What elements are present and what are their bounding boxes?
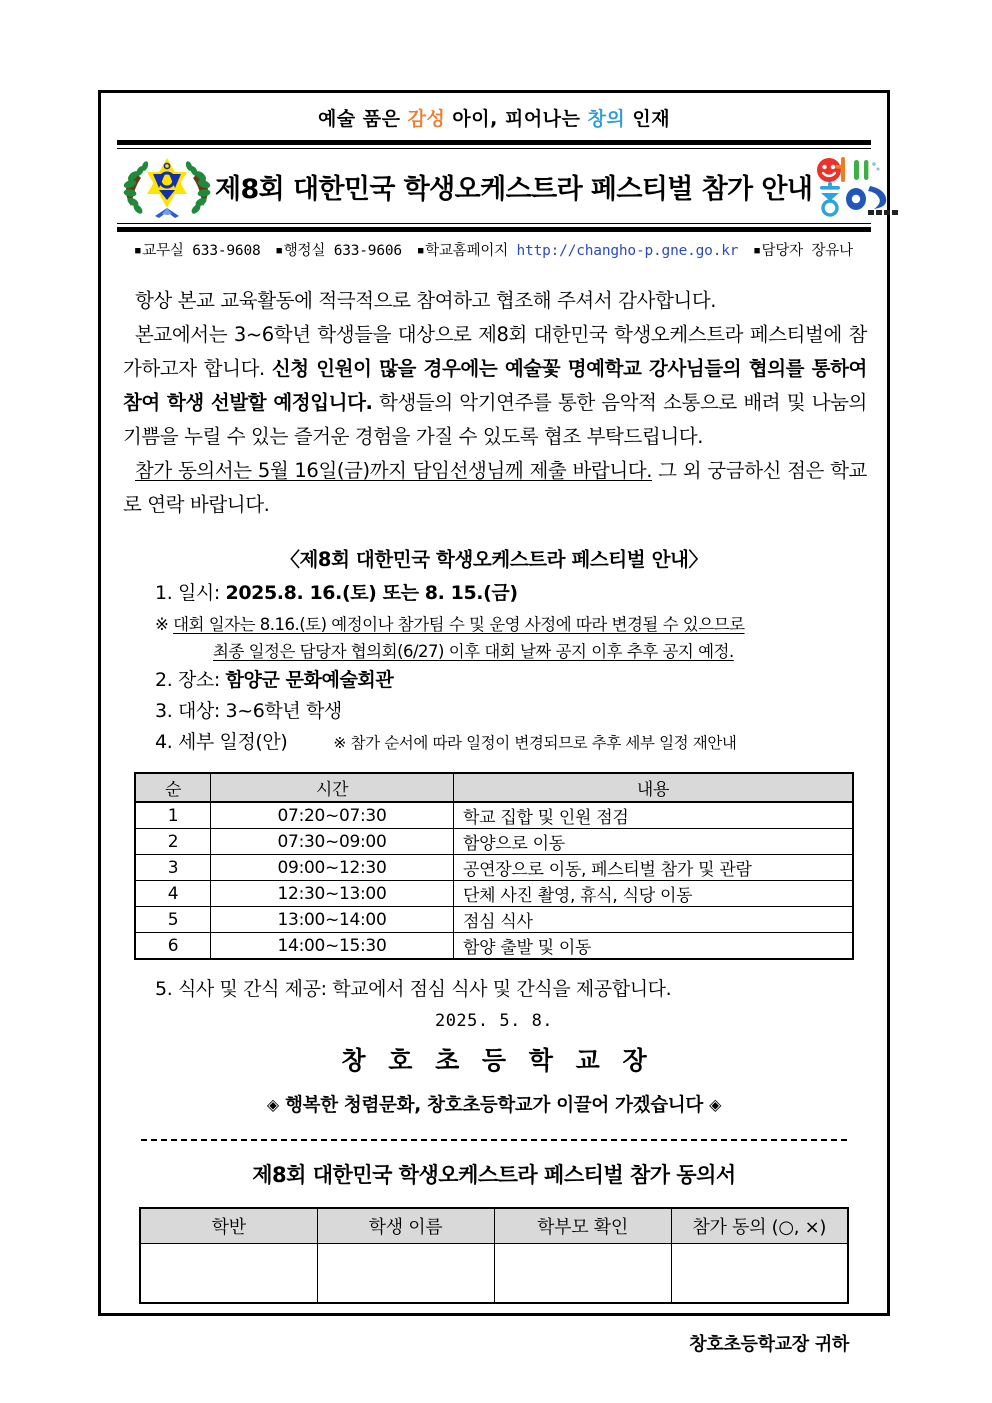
bullet-icon: ■	[754, 246, 760, 256]
body-p2-bold: 신청 인원이 많을 경우에는 예술꽃 명예학교 강사님들의 협의를 통하여 참여 학생 선발할 예정입니다.	[123, 357, 867, 414]
consent-column-parent: 학부모 확인	[494, 1208, 671, 1244]
cell-time: 07:30~09:00	[211, 829, 454, 855]
aichoa-logo-icon	[812, 153, 908, 219]
info-item-target	[155, 696, 871, 727]
admin-phone: 633-9606	[333, 243, 402, 259]
consent-field-parent[interactable]	[494, 1244, 671, 1304]
note-line-2: 최종 일정은 담당자 협의회(6/27) 이후 대회 날짜 공지 이후 추후 공지 예정.	[213, 642, 734, 661]
slogan-part2: 아이, 피어나는	[445, 108, 588, 130]
info-item-date	[155, 578, 871, 609]
page-title: 제8회 대한민국 학생오케스트라 페스티벌 참가 안내	[215, 173, 813, 205]
column-header-content: 내용	[454, 773, 854, 802]
body-paragraph-3	[123, 454, 867, 522]
slogan-emphasis-gamseong: 감성	[407, 108, 446, 130]
consent-form-table	[139, 1207, 849, 1304]
header-rule-bottom	[117, 223, 871, 232]
bullet-icon: ■	[135, 246, 141, 256]
cut-line-divider	[141, 1139, 847, 1141]
table-row	[135, 907, 853, 933]
consent-addressee: 창호초등학교장 귀하	[689, 1334, 849, 1355]
cell-order: 2	[135, 829, 211, 855]
note-line-1: 대회 일자는 8.16.(토) 예정이나 참가팀 수 및 운영 사정에 따라 변경될 수 있으므로	[173, 615, 745, 634]
cell-time: 09:00~12:30	[211, 855, 454, 881]
table-header-row	[135, 773, 853, 802]
info-item-target-label: 3. 대상:	[155, 700, 220, 722]
info-item-place-value: 함양군 문화예술회관	[225, 669, 394, 691]
festival-date-note	[155, 611, 871, 665]
principal-signature: 창 호 초 등 학 교 장	[341, 1046, 654, 1075]
school-slogan	[117, 93, 871, 140]
cell-content: 점심 식사	[454, 907, 854, 933]
body-paragraph-2	[123, 318, 867, 454]
info-item-target-value: 3~6학년 학생	[225, 700, 342, 722]
body-p2-part-a: 본교에서는 3~6학년 학생들을 대상으로 제8회 대한민국 학생오케스트라 페스티벌에 참가하고자 합니다.	[123, 323, 867, 380]
cell-order: 4	[135, 881, 211, 907]
integrity-motto-text: 행복한 청렴문화, 창호초등학교가 이끌어 가겠습니다	[285, 1095, 703, 1116]
notice-page	[98, 90, 890, 1355]
cell-order: 6	[135, 933, 211, 960]
cell-content: 단체 사진 촬영, 휴식, 식당 이동	[454, 881, 854, 907]
homepage-link[interactable]: http://changho-p.gne.go.kr	[516, 243, 739, 259]
info-item-detail-label: 4. 세부 일정(안)	[155, 731, 288, 753]
issue-date: 2025. 5. 8.	[434, 1011, 554, 1031]
homepage-label: 학교홈페이지	[425, 243, 508, 259]
info-item-detail-note: ※ 참가 순서에 따라 일정이 변경되므로 추후 세부 일정 재안내	[333, 734, 737, 752]
consent-field-agree[interactable]	[671, 1244, 848, 1304]
slogan-part1: 예술 품은	[317, 108, 408, 130]
cell-content: 함양으로 이동	[454, 829, 854, 855]
bullet-icon: ■	[417, 246, 424, 256]
body-p2-part-b: 학생들의 악기연주를 통한 음악적 소통으로 배려 및 나눔의 기쁨을 누릴 수 있는 즐거운 경험을 가질 수 있도록 협조 부탁드립니다.	[123, 391, 867, 448]
consent-column-student: 학생 이름	[317, 1208, 494, 1244]
cell-content: 공연장으로 이동, 페스티벌 참가 및 관람	[454, 855, 854, 881]
info-item-place	[155, 665, 871, 696]
consent-header-row	[140, 1208, 848, 1244]
consent-input-row	[140, 1244, 848, 1304]
cell-content: 함양 출발 및 이동	[454, 933, 854, 960]
manager-name: 장유나	[811, 243, 853, 259]
diamond-icon-right: ◈	[709, 1095, 722, 1114]
integrity-motto	[117, 1091, 871, 1117]
note-mark-icon: ※	[155, 615, 169, 634]
table-row	[135, 829, 853, 855]
table-row	[135, 933, 853, 960]
slogan-part3: 인재	[625, 108, 671, 130]
cell-order: 5	[135, 907, 211, 933]
cell-content: 학교 집합 및 인원 점검	[454, 802, 854, 829]
table-row	[135, 881, 853, 907]
info-item-date-value: 2025.8. 16.(토) 또는 8. 15.(금)	[225, 582, 518, 604]
office-label: 교무실	[142, 243, 184, 259]
cell-time: 13:00~14:00	[211, 907, 454, 933]
info-item-place-label: 2. 장소:	[155, 669, 220, 691]
title-bar	[117, 149, 871, 223]
cell-time: 14:00~15:30	[211, 933, 454, 960]
school-emblem-icon	[119, 152, 215, 220]
body-p3-rest: 그 외 궁금하신 점은 학교로 연락 바랍니다.	[123, 459, 867, 516]
info-item-meals: 5. 식사 및 간식 제공: 학교에서 점심 식사 및 간식을 제공합니다.	[155, 978, 672, 1000]
cell-time: 12:30~13:00	[211, 881, 454, 907]
notice-body	[117, 266, 871, 522]
bullet-icon: ■	[276, 246, 282, 256]
consent-field-student[interactable]	[317, 1244, 494, 1304]
diamond-icon-left: ◈	[266, 1095, 279, 1114]
admin-label: 행정실	[283, 243, 326, 259]
manager-label: 담당자	[761, 243, 803, 259]
cell-order: 3	[135, 855, 211, 881]
consent-column-agree: 참가 동의 (○, ×)	[671, 1208, 848, 1244]
consent-column-class: 학반	[140, 1208, 317, 1244]
table-row	[135, 855, 853, 881]
info-item-detail-schedule	[155, 727, 871, 759]
column-header-order: 순	[135, 773, 211, 802]
slogan-emphasis-changui: 창의	[587, 108, 626, 130]
consent-form-title: 제8회 대한민국 학생오케스트라 페스티벌 참가 동의서	[252, 1163, 736, 1187]
body-paragraph-1: 항상 본교 교육활동에 적극적으로 참여하고 협조해 주셔서 감사합니다.	[135, 289, 717, 312]
office-phone: 633-9608	[192, 243, 261, 259]
cell-time: 07:20~07:30	[211, 802, 454, 829]
festival-info-list	[117, 578, 871, 759]
column-header-time: 시간	[211, 773, 454, 802]
schedule-table	[134, 772, 854, 960]
body-p3-underlined: 참가 동의서는 5월 16일(금)까지 담임선생님께 제출 바랍니다.	[135, 459, 653, 482]
consent-field-class[interactable]	[140, 1244, 317, 1304]
info-item-date-label: 1. 일시:	[155, 582, 220, 604]
festival-info-heading: 〈제8회 대한민국 학생오케스트라 페스티벌 안내〉	[280, 548, 708, 571]
table-row	[135, 802, 853, 829]
contact-strip	[117, 232, 871, 266]
header-rule-top	[117, 140, 871, 149]
cell-order: 1	[135, 802, 211, 829]
